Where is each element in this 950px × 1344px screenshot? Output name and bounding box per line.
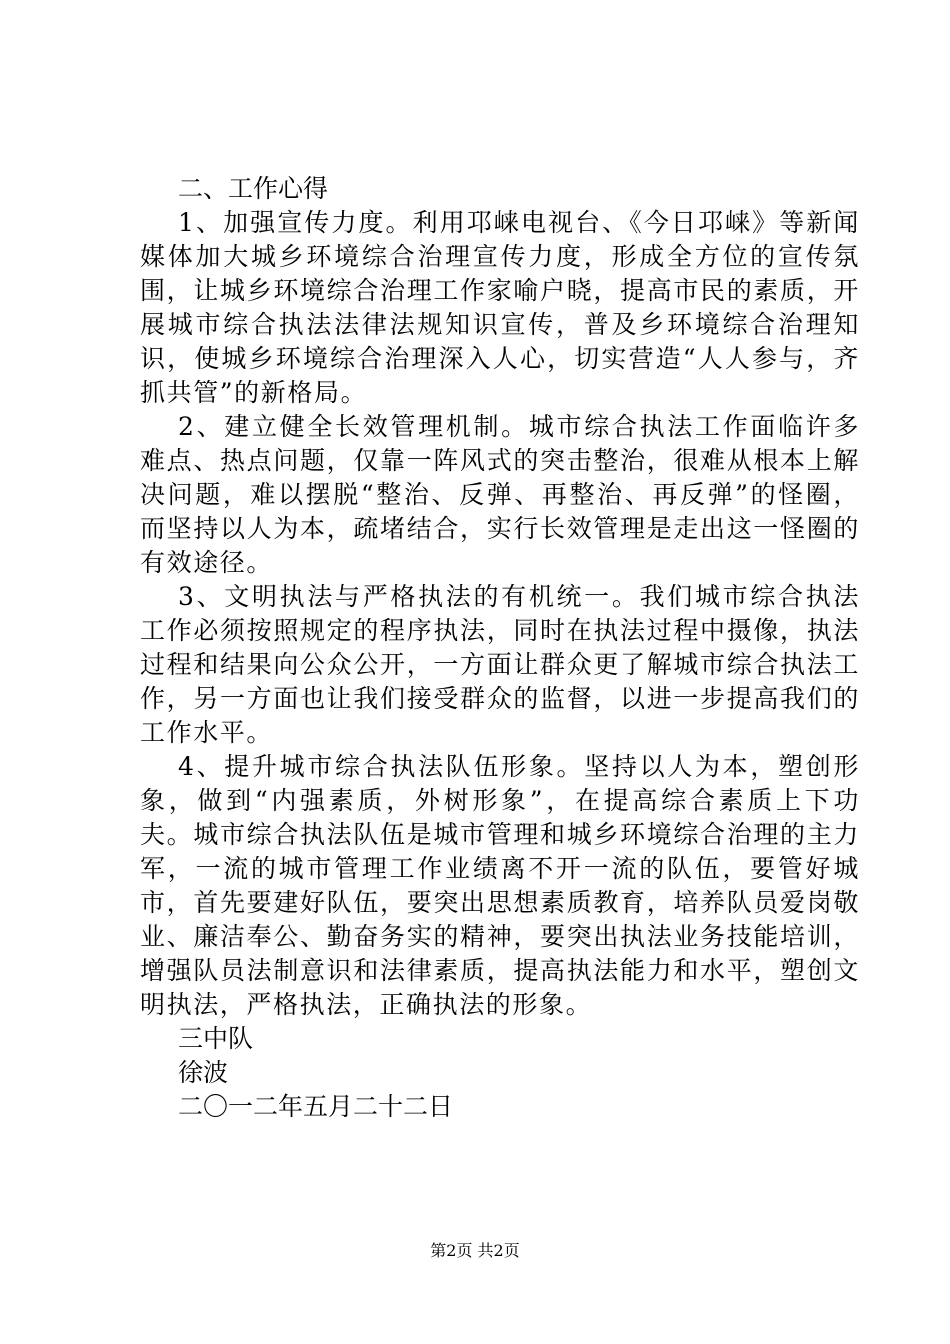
document-content bbox=[140, 172, 860, 1124]
paragraph-3: 3、文明执法与严格执法的有机统一。我们城市综合执法工作必须按照规定的程序执法，同时在执法过程中摄像，执法过程和结果向公众公开，一方面让群众更了解城市综合执法工作，另一方面也让我们接受群众的监督，以进一步提高我们的工作水平。 bbox=[140, 582, 860, 747]
page-footer: 第2页 共2页 bbox=[430, 1241, 520, 1260]
paragraph-4: 4、提升城市综合执法队伍形象。坚持以人为本，塑创形象，做到“内强素质，外树形象”，在提高综合素质上下功夫。城市综合执法队伍是城市管理和城乡环境综合治理的主力军，一流的城市管理工作业绩离不开一流的队伍，要管好城市，首先要建好队伍，要突出思想素质教育，培养队员爱岗敬业、廉洁奉公、勤奋务实的精神，要突出执法业务技能培训，增强队员法制意识和法律素质，提高执法能力和水平，塑创文明执法，严格执法，正确执法的形象。 bbox=[140, 752, 860, 1019]
section-heading: 二、工作心得 bbox=[178, 174, 329, 203]
paragraph-1: 1、加强宣传力度。利用邛崃电视台、《今日邛崃》等新闻媒体加大城乡环境综合治理宣传力度，形成全方位的宣传氛围，让城乡环境综合治理工作家喻户晓，提高市民的素质，开展城市综合执法法律法规知识宣传，普及乡环境综合治理知识，使城乡环境综合治理深入人心，切实营造“人人参与，齐抓共管”的新格局。 bbox=[140, 208, 860, 407]
signature-date: 二〇一二年五月二十二日 bbox=[178, 1092, 454, 1121]
signature-unit: 三中队 bbox=[178, 1024, 254, 1053]
signature-name: 徐波 bbox=[178, 1058, 229, 1087]
paragraph-2: 2、建立健全长效管理机制。城市综合执法工作面临许多难点、热点问题，仅靠一阵风式的突击整治，很难从根本上解决问题，难以摆脱“整治、反弹、再整治、再反弹”的怪圈，而坚持以人为本，疏堵结合，实行长效管理是走出这一怪圈的有效途径。 bbox=[140, 412, 860, 577]
